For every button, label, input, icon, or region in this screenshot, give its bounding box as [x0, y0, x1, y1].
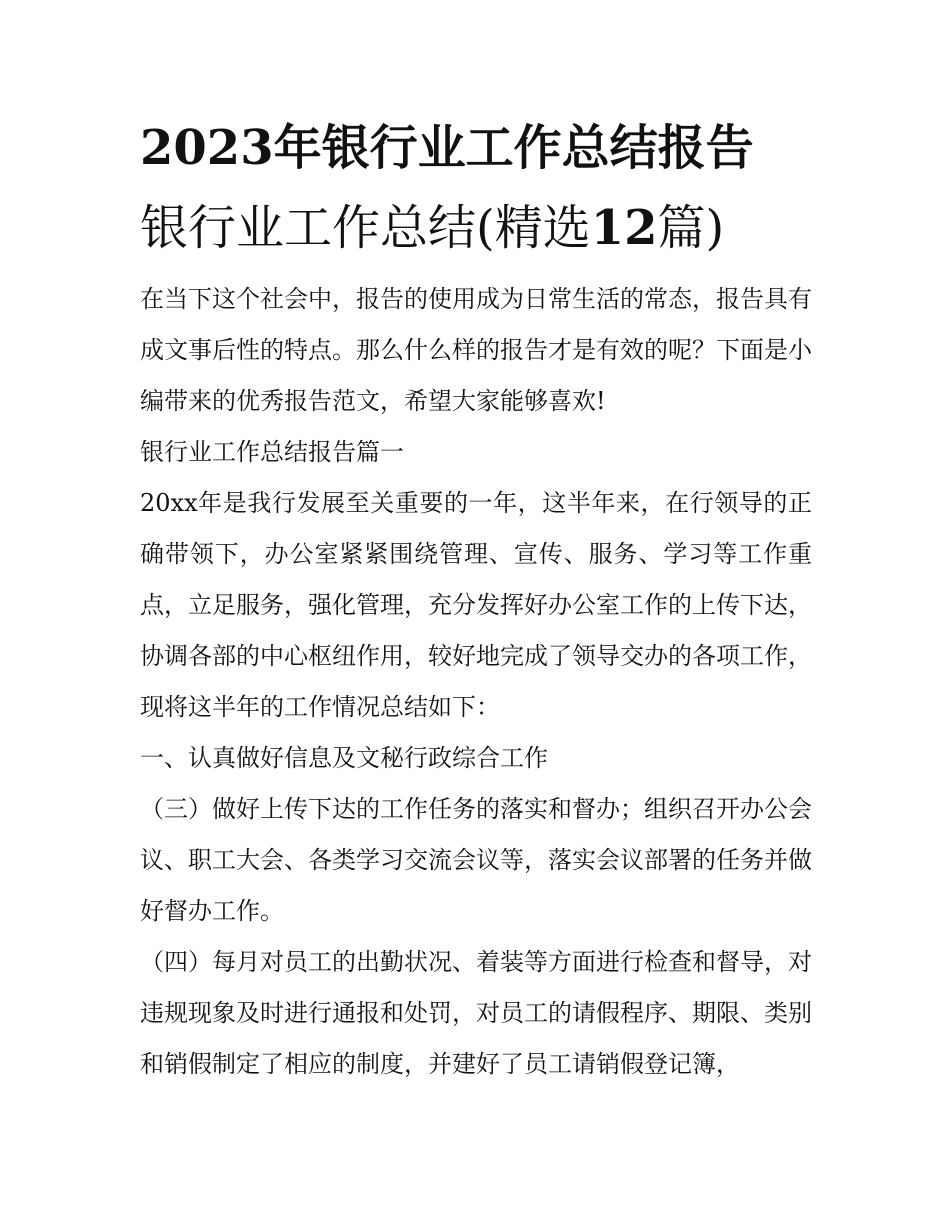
body-paragraph: （四）每月对员工的出勤状况、着装等方面进行检查和督导，对违规现象及时进行通报和处罚，对员工的请假程序、期限、类别和销假制定了相应的制度，并建好了员工请销假登记簿， [140, 948, 812, 1078]
subtitle-prefix: 银行业工作总结(精选 [140, 200, 591, 256]
document-title: 2023年银行业工作总结报告 [140, 120, 754, 176]
subsection-heading: 一、认真做好信息及文秘行政综合工作 [140, 744, 548, 772]
section-heading: 银行业工作总结报告篇一 [140, 438, 404, 466]
document-subtitle [140, 188, 820, 268]
subtitle-number: 12 [590, 200, 658, 256]
document-body [140, 274, 812, 1090]
body-paragraph: 20xx年是我行发展至关重要的一年，这半年来，在行领导的正确带领下，办公室紧紧围绕管理、宣传、服务、学习等工作重点，立足服务，强化管理，充分发挥好办公室工作的上传下达，协调各部的中心枢纽作用，较好地完成了领导交办的各项工作，现将这半年的工作情况总结如下： [140, 489, 812, 721]
body-paragraph: （三）做好上传下达的工作任务的落实和督办；组织召开办公会议、职工大会、各类学习交流会议等，落实会议部署的任务并做好督办工作。 [140, 795, 812, 925]
subtitle-suffix: 篇) [657, 200, 725, 256]
intro-paragraph: 在当下这个社会中，报告的使用成为日常生活的常态，报告具有成文事后性的特点。那么什么样的报告才是有效的呢？下面是小编带来的优秀报告范文，希望大家能够喜欢! [140, 285, 812, 415]
